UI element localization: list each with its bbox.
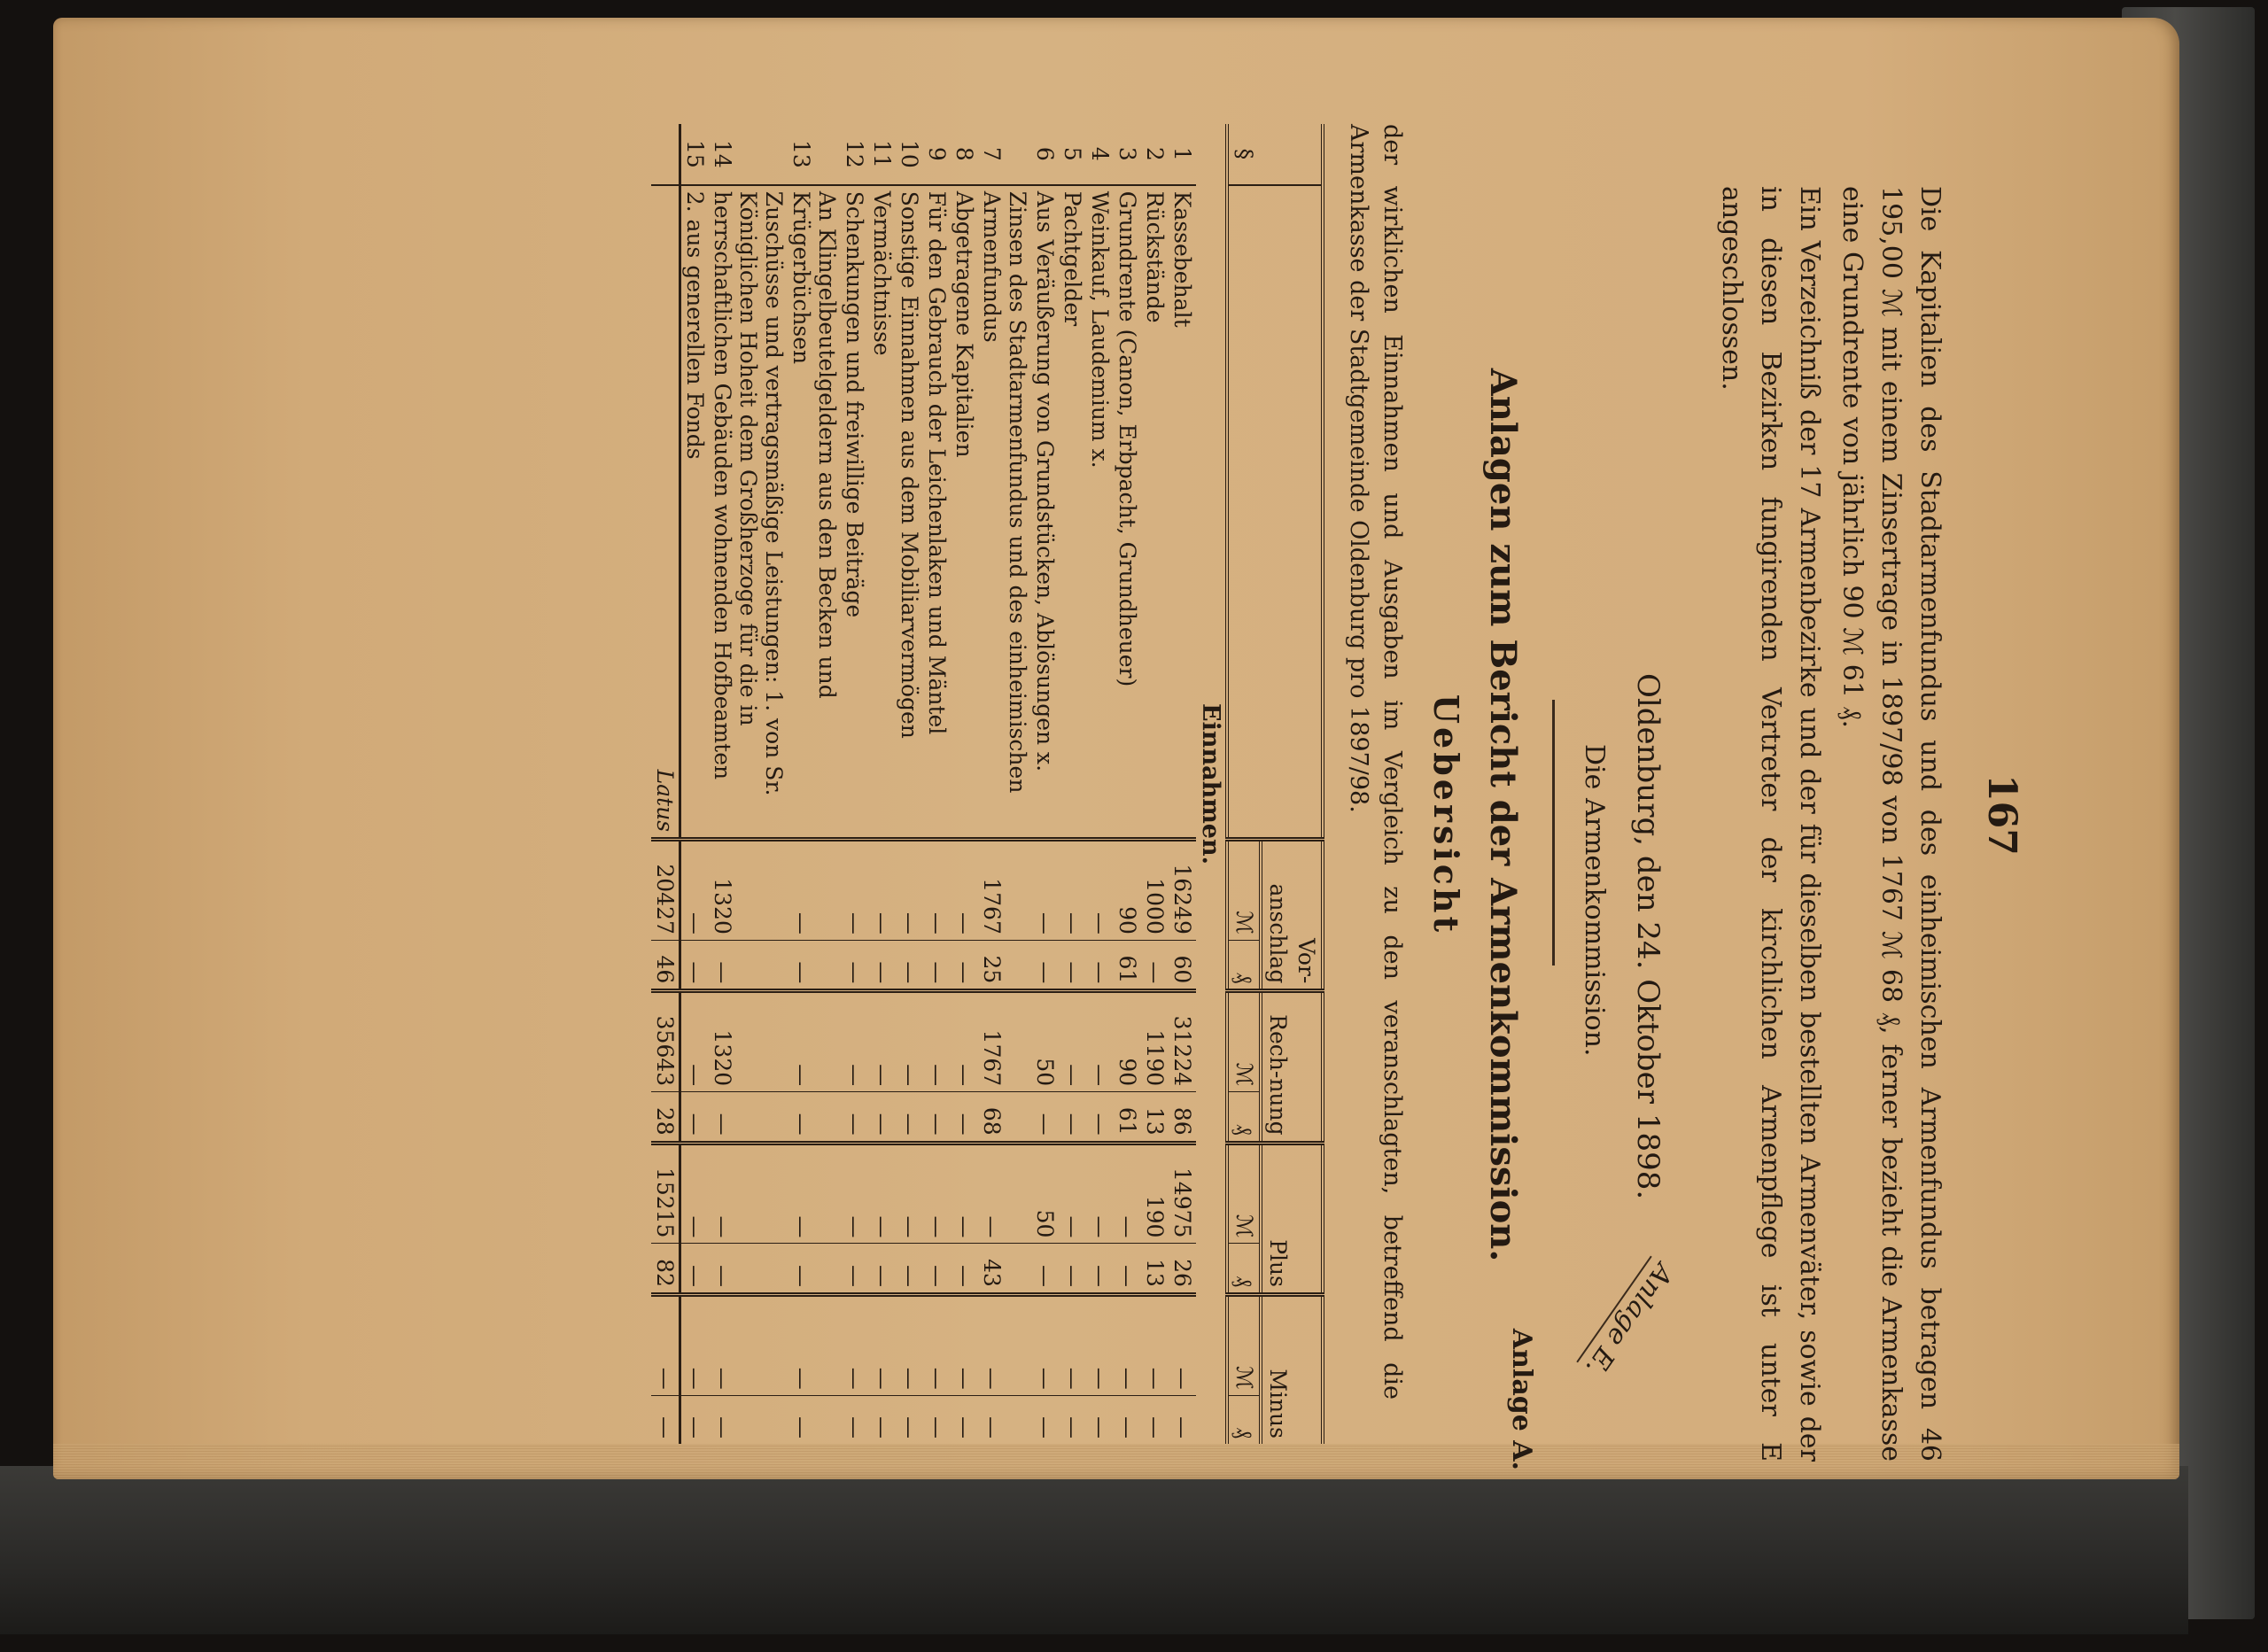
table-cell-m: — xyxy=(1086,1294,1114,1395)
table-cell-p: — xyxy=(709,1143,788,1244)
table-cell-pp: — xyxy=(951,1244,978,1294)
table-cell-pp: 13 xyxy=(1141,1244,1169,1294)
table-cell-d: An Klingelbeutelgeldern aus den Becken und Krügerbüchsen xyxy=(788,190,840,699)
table-cell-m: — xyxy=(709,1294,788,1395)
table-cell-p: — xyxy=(1059,1143,1086,1244)
header-mark: ℳ xyxy=(1227,1294,1261,1395)
header-mark: ℳ xyxy=(1227,991,1261,1092)
table-cell-n: 2 xyxy=(1141,124,1169,185)
side-note: Anlage E. xyxy=(1576,1256,1679,1382)
table-cell-d: Weinkauf, Laudemium x. xyxy=(1087,190,1113,469)
table-cell-r: 1190 xyxy=(1141,991,1169,1092)
table-cell-pp: — xyxy=(868,1244,896,1294)
table-cell-d: Pachtgelder xyxy=(1060,190,1085,327)
table-cell-n: 15 xyxy=(680,124,710,185)
latus-cell-vp: 46 xyxy=(651,940,680,990)
table-cell-r: 1767 xyxy=(978,991,1031,1092)
table-cell-n: 1 xyxy=(1169,124,1196,185)
table-cell-mp: — xyxy=(1141,1395,1169,1444)
table-cell-mp: — xyxy=(923,1395,951,1444)
table-cell-v: — xyxy=(923,840,951,941)
header-plus: Plus xyxy=(1261,1143,1323,1294)
latus-cell-m: — xyxy=(651,1294,680,1395)
table-cell-pp: — xyxy=(788,1244,841,1294)
latus-cell-v: 20427 xyxy=(651,840,680,941)
table-cell-rp: — xyxy=(1031,1092,1059,1143)
table-cell-n: 4 xyxy=(1086,124,1114,185)
table-cell-r: — xyxy=(841,991,868,1092)
table-cell-d: Grundrente (Canon, Erbpacht, Grundheuer) xyxy=(1115,190,1140,687)
table-cell-r: 31224 xyxy=(1169,991,1196,1092)
table-cell-rp: — xyxy=(841,1092,868,1143)
table-cell-pp: — xyxy=(680,1244,710,1294)
latus-cell-r: 35643 xyxy=(651,991,680,1092)
table-row xyxy=(680,124,710,1444)
table-cell-vp: 60 xyxy=(1169,940,1196,990)
header-minus: Minus xyxy=(1261,1294,1323,1444)
table-row xyxy=(1114,124,1141,1444)
table-cell-m: — xyxy=(1059,1294,1086,1395)
table-cell-vp: — xyxy=(709,940,788,990)
latus-empty xyxy=(651,124,680,185)
table-cell-r: — xyxy=(1059,991,1086,1092)
table-cell-r: — xyxy=(868,991,896,1092)
table-cell-vp: — xyxy=(788,940,841,990)
latus-cell-mp: — xyxy=(651,1395,680,1444)
table-cell-m: — xyxy=(923,1294,951,1395)
table-cell-rp: — xyxy=(680,1092,710,1143)
table-cell-n: 8 xyxy=(951,124,978,185)
header-mark: ℳ xyxy=(1227,840,1261,941)
table-row xyxy=(709,124,788,1444)
table-row xyxy=(1031,124,1059,1444)
table-cell-p: — xyxy=(680,1143,710,1244)
table-cell-pp: — xyxy=(1086,1244,1114,1294)
table-cell-r: — xyxy=(788,991,841,1092)
table-cell-pp: 26 xyxy=(1169,1244,1196,1294)
table-cell-pp: — xyxy=(896,1244,923,1294)
table-header-row xyxy=(1261,124,1323,1444)
table-cell-m: — xyxy=(868,1294,896,1395)
table-cell-p: — xyxy=(788,1143,841,1244)
table-cell-n: 5 xyxy=(1059,124,1086,185)
table-cell-p: 14975 xyxy=(1169,1143,1196,1244)
table-cell-rp: — xyxy=(788,1092,841,1143)
table-cell-m: — xyxy=(1169,1294,1196,1395)
table-cell-v: — xyxy=(1086,840,1114,941)
table-cell-m: — xyxy=(896,1294,923,1395)
table-cell-d: Abgetragene Kapitalien xyxy=(951,190,977,458)
table-cell-n: 10 xyxy=(896,124,923,185)
table-cell-v: 1320 xyxy=(709,840,788,941)
table-cell-m: — xyxy=(680,1294,710,1395)
table-cell-vp: — xyxy=(868,940,896,990)
table-row xyxy=(841,124,868,1444)
revenue-table xyxy=(651,124,1324,1444)
header-rechnung: Rech-nung xyxy=(1261,991,1323,1143)
table-cell-p: — xyxy=(1086,1143,1114,1244)
table-cell-v: — xyxy=(868,840,896,941)
header-description xyxy=(1227,185,1323,840)
table-cell-m: — xyxy=(1141,1294,1169,1395)
table-cell-mp: — xyxy=(1059,1395,1086,1444)
table-cell-v: — xyxy=(951,840,978,941)
table-cell-n: 7 xyxy=(978,124,1031,185)
table-cell-v: 1767 xyxy=(978,840,1031,941)
table-cell-r: — xyxy=(951,991,978,1092)
table-cell-rp: 86 xyxy=(1169,1092,1196,1143)
table-cell-mp: — xyxy=(1031,1395,1059,1444)
table-cell-d: Sonstige Einnahmen aus dem Mobiliarvermögen xyxy=(897,190,922,739)
table-cell-r: — xyxy=(896,991,923,1092)
page-number: 167 xyxy=(1979,774,2024,856)
table-row xyxy=(868,124,896,1444)
table-cell-mp: — xyxy=(868,1395,896,1444)
table-cell-r: 50 xyxy=(1031,991,1059,1092)
header-pf: ₰ xyxy=(1227,1395,1261,1444)
table-cell-vp: — xyxy=(951,940,978,990)
signature: Die Armenkommission. xyxy=(1579,744,1610,1057)
table-cell-p: 190 xyxy=(1141,1143,1169,1244)
table-cell-pp: 43 xyxy=(978,1244,1031,1294)
table-cell-n: 13 xyxy=(788,124,841,185)
paragraph-capital: Die Kapitalien des Stadtarmenfundus und des einheimischen Armenfundus betragen 46 195,00 ℳ mit einem Zinsertrage in 1897/98 von 1767 ℳ 68 ₰, ferner bezieht die Armenkasse eine Grundrente von jährlich 90 ℳ 61 ₰. xyxy=(1837,186,1946,1462)
table-cell-vp: — xyxy=(1141,940,1169,990)
latus-label: Latus xyxy=(651,185,680,840)
table-cell-v: 1000 xyxy=(1141,840,1169,941)
table-cell-mp: — xyxy=(1086,1395,1114,1444)
table-cell-n: 14 xyxy=(709,124,788,185)
table-cell-rp: — xyxy=(709,1092,788,1143)
table-cell-rp: 13 xyxy=(1141,1092,1169,1143)
table-cell-rp: — xyxy=(896,1092,923,1143)
table-cell-n: 6 xyxy=(1031,124,1059,185)
table-cell-mp: — xyxy=(1169,1395,1196,1444)
table-description: der wirklichen Einnahmen und Ausgaben im Vergleich zu den veranschlagten, betreffend die Armenkasse der Stadtgemeinde Oldenburg pro 1897/98. xyxy=(1345,124,1406,1400)
table-row xyxy=(951,124,978,1444)
table-cell-d: Vermächtnisse xyxy=(869,190,895,356)
table-cell-m: — xyxy=(951,1294,978,1395)
table-cell-v: — xyxy=(788,840,841,941)
table-row xyxy=(1086,124,1114,1444)
table-cell-p: 50 xyxy=(1031,1143,1059,1244)
table-cell-d: Rückstände xyxy=(1142,190,1168,323)
table-cell-vp: — xyxy=(896,940,923,990)
divider xyxy=(1552,700,1555,966)
table-row xyxy=(1141,124,1169,1444)
table-cell-r: 90 xyxy=(1114,991,1141,1092)
table-cell-vp: 61 xyxy=(1114,940,1141,990)
table-cell-n: 9 xyxy=(923,124,951,185)
table-row xyxy=(1169,124,1196,1444)
latus-cell-p: 15215 xyxy=(651,1143,680,1244)
table-cell-mp: — xyxy=(978,1395,1031,1444)
table-cell-m: — xyxy=(1114,1294,1141,1395)
table-cell-d: Zinsen des Stadtarmenfundus und des einheimischen Armenfundus xyxy=(979,190,1030,794)
latus-cell-pp: 82 xyxy=(651,1244,680,1294)
table-cell-m: — xyxy=(978,1294,1031,1395)
table-cell-p: — xyxy=(868,1143,896,1244)
table-cell-p: — xyxy=(841,1143,868,1244)
section-heading: Einnahmen. xyxy=(1197,703,1224,865)
header-pf: ₰ xyxy=(1227,1092,1261,1143)
table-cell-rp: — xyxy=(1059,1092,1086,1143)
table-row xyxy=(1059,124,1086,1444)
section-heading-row xyxy=(1196,124,1227,1444)
table-cell-d: 2. aus generellen Fonds xyxy=(682,190,708,460)
table-cell-rp: — xyxy=(868,1092,896,1143)
table-cell-pp: — xyxy=(1059,1244,1086,1294)
place-date: Oldenburg, den 24. Oktober 1898. xyxy=(1630,673,1666,1200)
header-pf: ₰ xyxy=(1227,1244,1261,1294)
table-cell-p: — xyxy=(923,1143,951,1244)
table-cell-d: Zuschüsse und vertragsmäßige Leistungen: 1. von Sr. Königlichen Hoheit dem Großherzoge für die in herrschaftlichen Gebäuden wohnenden Hofbeamten xyxy=(710,190,787,796)
table-cell-rp: — xyxy=(1086,1092,1114,1143)
table-cell-vp: 25 xyxy=(978,940,1031,990)
table-cell-r: — xyxy=(680,991,710,1092)
table-cell-rp: — xyxy=(923,1092,951,1143)
table-cell-pp: — xyxy=(709,1244,788,1294)
table-cell-m: — xyxy=(841,1294,868,1395)
table-cell-r: — xyxy=(1086,991,1114,1092)
table-cell-v: — xyxy=(1059,840,1086,941)
table-row xyxy=(896,124,923,1444)
table-cell-r: 1320 xyxy=(709,991,788,1092)
table-cell-p: — xyxy=(978,1143,1031,1244)
table-cell-m: — xyxy=(1031,1294,1059,1395)
table-cell-mp: — xyxy=(788,1395,841,1444)
table-cell-vp: — xyxy=(1031,940,1059,990)
table-row xyxy=(788,124,841,1444)
table-cell-m: — xyxy=(788,1294,841,1395)
header-mark: ℳ xyxy=(1227,1143,1261,1244)
table-cell-n: 3 xyxy=(1114,124,1141,185)
table-cell-pp: — xyxy=(923,1244,951,1294)
header-number: § xyxy=(1227,124,1323,185)
table-cell-rp: 61 xyxy=(1114,1092,1141,1143)
table-cell-vp: — xyxy=(923,940,951,990)
table-cell-vp: — xyxy=(841,940,868,990)
table-cell-n: 12 xyxy=(841,124,868,185)
table-cell-d: Aus Veräußerung von Grundstücken, Ablösungen x. xyxy=(1032,190,1058,772)
table-cell-n: 11 xyxy=(868,124,896,185)
table-cell-mp: — xyxy=(951,1395,978,1444)
header-pf: ₰ xyxy=(1227,940,1261,990)
table-cell-vp: — xyxy=(1086,940,1114,990)
table-cell-mp: — xyxy=(680,1395,710,1444)
table-row xyxy=(923,124,951,1444)
rotated-page-content xyxy=(270,124,2033,1506)
table-cell-mp: — xyxy=(896,1395,923,1444)
latus-row xyxy=(651,124,680,1444)
table-cell-pp: — xyxy=(841,1244,868,1294)
table-body xyxy=(651,124,1227,1444)
table-cell-v: — xyxy=(896,840,923,941)
table-cell-mp: — xyxy=(841,1395,868,1444)
table-cell-mp: — xyxy=(1114,1395,1141,1444)
table-row xyxy=(978,124,1031,1444)
table-cell-vp: — xyxy=(680,940,710,990)
table-cell-v: 16249 xyxy=(1169,840,1196,941)
table-cell-v: 90 xyxy=(1114,840,1141,941)
paragraph-register: Ein Verzeichniß der 17 Armenbezirke und der für dieselben bestellten Armenväter, sowie der in diesen Bezirken fungirenden Vertreter der kirchlichen Armenpflege ist unter E angeschlossen. xyxy=(1716,186,1825,1462)
latus-cell-rp: 28 xyxy=(651,1092,680,1143)
table-cell-mp: — xyxy=(709,1395,788,1444)
table-cell-d: Schenkungen und freiwillige Beiträge xyxy=(842,190,867,618)
table-cell-d: Für den Gebrauch der Leichenlaken und Mäntel xyxy=(924,190,950,735)
table-cell-d: Kassebehalt xyxy=(1169,190,1195,328)
table-cell-rp: — xyxy=(951,1092,978,1143)
table-cell-r: — xyxy=(923,991,951,1092)
table-cell-p: — xyxy=(896,1143,923,1244)
table-cell-pp: — xyxy=(1031,1244,1059,1294)
section-title: Anlagen zum Bericht der Armenkommission. xyxy=(1482,368,1524,1262)
header-voranschlag: Vor-anschlag xyxy=(1261,840,1323,991)
table-cell-v: — xyxy=(680,840,710,941)
table-cell-p: — xyxy=(1114,1143,1141,1244)
table-cell-rp: 68 xyxy=(978,1092,1031,1143)
table-cell-vp: — xyxy=(1059,940,1086,990)
table-cell-v: — xyxy=(1031,840,1059,941)
table-cell-p: — xyxy=(951,1143,978,1244)
anlage-label: Anlage A. xyxy=(1506,1328,1537,1470)
table-cell-v: — xyxy=(841,840,868,941)
section-subtitle: Uebersicht xyxy=(1426,694,1466,936)
table-cell-pp: — xyxy=(1114,1244,1141,1294)
